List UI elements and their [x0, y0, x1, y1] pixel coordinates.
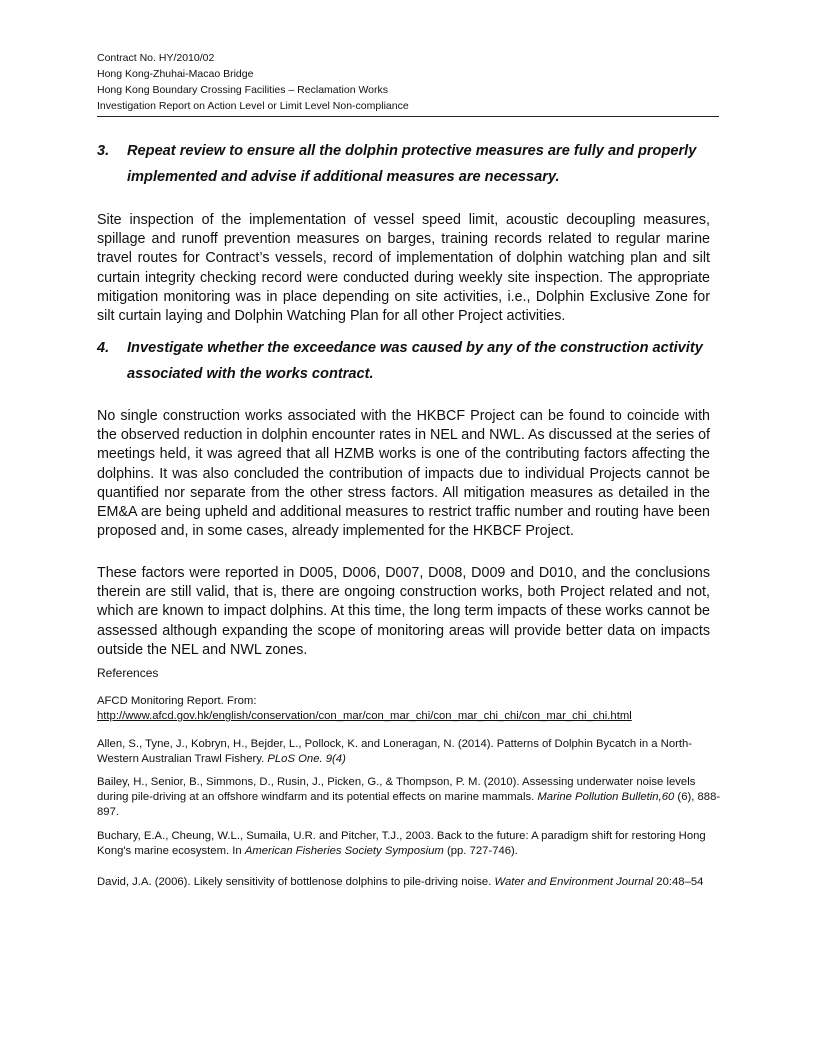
references-heading: References [97, 666, 159, 680]
reference-text: Buchary, E.A., Cheung, W.L., Sumaila, U.R. and Pitcher, T.J., 2003. Back to the future: A paradigm shift for restoring Hong Kong's marine ecosystem. In [97, 830, 706, 858]
action-item-3 [97, 138, 722, 190]
action-item-text: Repeat review to ensure all the dolphin protective measures are fully and properly implemented and advise if additional measures are necessary. [127, 143, 697, 185]
reference-entry [97, 829, 722, 859]
reference-tail: (6), 888-897. [97, 791, 721, 819]
action-item-number: 3. [97, 143, 110, 159]
reference-entry [97, 875, 722, 890]
reference-entry [97, 775, 722, 821]
reference-text: AFCD Monitoring Report. From: [97, 695, 257, 707]
contract-number: Contract No. HY/2010/02 [97, 52, 215, 64]
body-paragraph: These factors were reported in D005, D006, D007, D008, D009 and D010, and the conclusions therein are still valid, that is, there are ongoing construction works, both Project related and not, which are known to impact dolphins. At this time, the long term impacts of these works cannot be assessed although expanding the scope of monitoring areas will provide better data on impacts outside the NEL and NWL zones. [97, 565, 710, 658]
action-item-4 [97, 335, 722, 387]
reference-text: Allen, S., Tyne, J., Kobryn, H., Bejder, L., Pollock, K. and Loneragan, N. (2014). Patterns of Dolphin Bycatch in a North-Western Australian Trawl Fishery. [97, 738, 693, 766]
reference-entry [97, 694, 722, 724]
facility-name: Hong Kong Boundary Crossing Facilities – Reclamation Works [97, 84, 389, 96]
reference-text: David, J.A. (2006). Likely sensitivity of bottlenose dolphins to pile-driving noise. [97, 876, 495, 888]
body-paragraph: Site inspection of the implementation of vessel speed limit, acoustic decoupling measures, spillage and runoff prevention measures on barges, training records related to regular marine travel routes for Contract’s vessels, record of implementation of dolphin watching plan and silt curtain integrity checking record were conducted during weekly site inspection. The appropriate mitigation monitoring was in place depending on site activities, i.e., Dolphin Exclusive Zone for silt curtain laying and Dolphin Watching Plan for all other Project activities. [97, 212, 710, 325]
reference-text: Bailey, H., Senior, B., Simmons, D., Rusin, J., Picken, G., & Thompson, P. M. (2010). Assessing underwater noise levels during pile-driving at an offshore windfarm and its potential effects on marine mammals. [97, 776, 696, 804]
body-paragraph: No single construction works associated with the HKBCF Project can be found to coincide with the observed reduction in dolphin encounter rates in NEL and NWL. As discussed at the series of meetings held, it was agreed that all HZMB works is one of the contributing factors affecting the dolphins. It was also concluded the contribution of impacts due to individual Projects cannot be quantified nor separate from the other stress factors. All mitigation measures as detailed in the EM&A are being upheld and additional measures to restrict traffic number and routing have been proposed and, in some cases, already implemented for the HKBCF Project. [97, 408, 710, 540]
page-header [97, 50, 719, 117]
reference-link[interactable]: http://www.afcd.gov.hk/english/conservation/con_mar/con_mar_chi/con_mar_chi_chi/con_mar_chi_chi.html [97, 710, 632, 723]
report-title: Investigation Report on Action Level or Limit Level Non-compliance [97, 100, 409, 112]
reference-tail: 20:48–54 [653, 876, 704, 888]
reference-journal: Water and Environment Journal [494, 876, 654, 888]
reference-tail: (pp. 727-746). [443, 845, 518, 858]
reference-entry [97, 737, 722, 767]
reference-journal: American Fisheries Society Symposium [244, 845, 444, 858]
project-name: Hong Kong-Zhuhai-Macao Bridge [97, 68, 254, 80]
action-item-text: Investigate whether the exceedance was caused by any of the construction activity associated with the works contract. [127, 340, 703, 382]
reference-journal: Marine Pollution Bulletin,60 [537, 791, 675, 804]
reference-journal: PLoS One. 9(4) [267, 753, 346, 766]
action-item-number: 4. [97, 340, 110, 356]
